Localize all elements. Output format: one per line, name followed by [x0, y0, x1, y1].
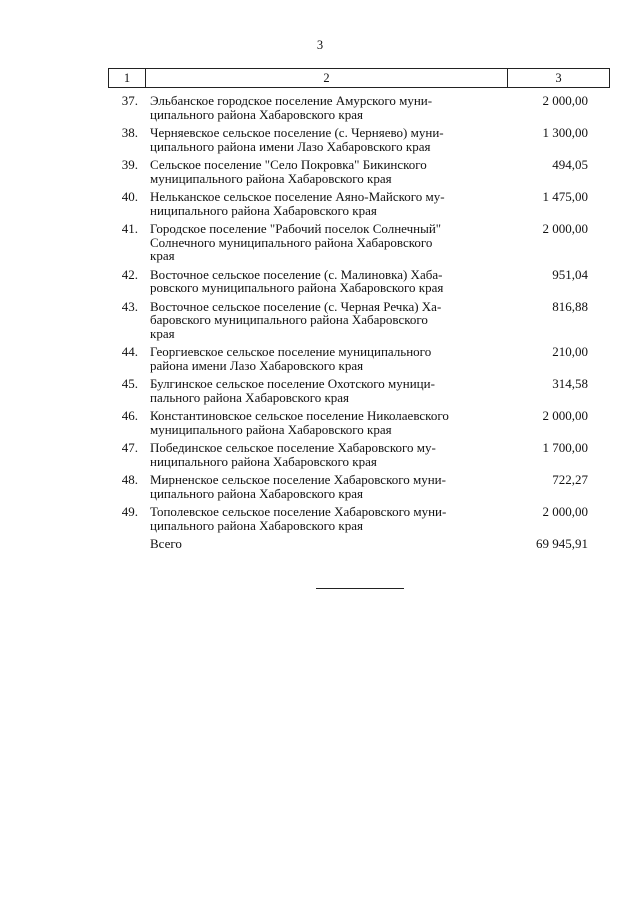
table-row: [108, 441, 610, 468]
table-row: [108, 126, 610, 153]
row-number: 42.: [121, 266, 138, 282]
amount: 2 000,00: [542, 408, 588, 423]
settlement-name: [150, 126, 495, 153]
table-row: [108, 345, 610, 372]
settlement-name: [150, 505, 495, 532]
settlement-name: [150, 222, 495, 263]
row-number: 38.: [121, 125, 138, 140]
row-number: 49.: [121, 504, 138, 519]
table-row: [108, 94, 610, 121]
amount: 494,05: [552, 157, 588, 172]
settlement-name-line: Тополевское сельское поселение Хабаровского муни-: [150, 504, 447, 519]
table-body: [108, 94, 610, 556]
settlement-name-line: Константиновское сельское поселение Николаевского: [150, 408, 449, 423]
settlement-name: [150, 300, 495, 341]
settlement-name: [150, 94, 495, 121]
settlement-name-line: Черняевское сельское поселение (с. Черняево) муни-: [150, 125, 444, 140]
row-number: 44.: [121, 344, 138, 359]
settlement-name-line: ниципального района Хабаровского края: [150, 453, 377, 469]
header-col-2: 2: [146, 69, 508, 87]
table-row: [108, 268, 610, 295]
amount: 2 000,00: [542, 93, 588, 108]
settlement-name-line: ципального района Хабаровского края: [150, 485, 363, 501]
settlement-name-line: ципального района имени Лазо Хабаровского края: [150, 138, 431, 154]
settlement-name-line: пального района Хабаровского края: [150, 389, 350, 405]
settlement-name: [150, 158, 495, 185]
settlement-name-line: края: [150, 248, 175, 263]
settlement-name-line: ципального района Хабаровского края: [150, 517, 363, 533]
settlement-name: [150, 409, 495, 436]
settlement-name-line: Солнечного муниципального района Хабаровского: [150, 234, 433, 250]
settlement-name-line: ниципального района Хабаровского края: [150, 202, 377, 218]
amount: 816,88: [552, 298, 588, 314]
amount: 951,04: [552, 266, 588, 282]
settlement-name: [150, 441, 495, 468]
settlement-name-line: Георгиевское сельское поселение муниципального: [150, 344, 432, 359]
settlement-name-line: Булгинское сельское поселение Охотского муници-: [150, 376, 435, 391]
settlement-name-line: Городское поселение "Рабочий поселок Солнечный": [150, 221, 442, 236]
settlement-name-line: Восточное сельское поселение (с. Малиновка) Хаба-: [150, 266, 443, 282]
settlement-name-line: ципального района Хабаровского края: [150, 106, 363, 122]
settlement-name: [150, 268, 495, 295]
amount: 210,00: [552, 344, 588, 359]
row-number: 40.: [121, 189, 138, 204]
row-number: 48.: [121, 472, 138, 487]
amount: 1 700,00: [542, 440, 588, 455]
row-number: 39.: [121, 157, 138, 172]
amount: 2 000,00: [542, 221, 588, 236]
row-number: [108, 537, 150, 551]
amount: 1 300,00: [542, 125, 588, 140]
header-col-3: 3: [555, 70, 562, 85]
table-row: [108, 505, 610, 532]
table-row: [108, 158, 610, 185]
row-number: 41.: [121, 221, 138, 236]
amount: 722,27: [552, 472, 588, 487]
table-row: [108, 300, 610, 341]
amount: 2 000,00: [542, 504, 588, 519]
settlement-name-line: Нельканское сельское поселение Аяно-Майского му-: [150, 189, 445, 204]
end-divider: [316, 588, 404, 589]
row-number: 43.: [121, 298, 138, 314]
page-number: 3: [316, 38, 324, 52]
row-number: 45.: [121, 376, 138, 391]
total-amount: 69 945,91: [536, 536, 588, 551]
settlement-name-line: Эльбанское городское поселение Амурского муни-: [150, 93, 433, 108]
settlement-name: [150, 377, 495, 404]
settlement-name: [150, 473, 495, 500]
settlement-name-line: Сельское поселение "Село Покровка" Бикинского: [150, 157, 427, 172]
settlement-name-line: Мирненское сельское поселение Хабаровского муни-: [150, 472, 446, 487]
settlement-name-line: Побединское сельское поселение Хабаровского му-: [150, 440, 436, 455]
table-header: [108, 68, 610, 88]
settlement-name-line: муниципального района Хабаровского края: [150, 421, 392, 437]
settlement-name-line: муниципального района Хабаровского края: [150, 170, 392, 186]
settlement-name: [150, 190, 495, 217]
amount: 314,58: [552, 376, 588, 391]
table-row: [108, 190, 610, 217]
settlement-name-line: баровского муниципального района Хабаровского: [150, 312, 428, 327]
row-number: 37.: [121, 93, 138, 108]
settlement-name-line: района имени Лазо Хабаровского края: [150, 357, 364, 373]
row-number: 46.: [121, 408, 138, 423]
table-row: [108, 222, 610, 263]
table-row: [108, 409, 610, 436]
amount: 1 475,00: [542, 189, 588, 204]
table-row: [108, 377, 610, 404]
settlement-name-line: Восточное сельское поселение (с. Черная Речка) Ха-: [150, 298, 442, 314]
settlement-name-line: края: [150, 325, 175, 341]
total-row: [108, 537, 610, 551]
row-number: 47.: [121, 440, 138, 455]
total-label: Всего: [150, 536, 182, 551]
table-row: [108, 473, 610, 500]
settlement-name-line: ровского муниципального района Хабаровского края: [150, 280, 444, 295]
settlement-name: [150, 345, 495, 372]
header-col-1: 1: [109, 69, 146, 87]
